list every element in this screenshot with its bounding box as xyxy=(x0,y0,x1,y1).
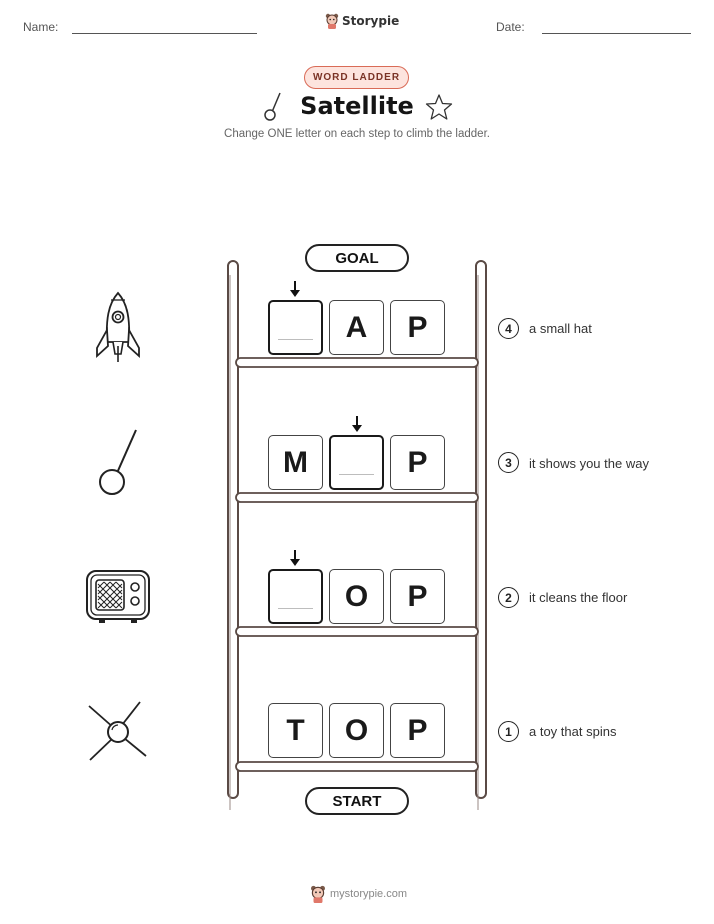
brand-name: Storypie xyxy=(342,14,400,28)
letter-tile: O xyxy=(329,569,384,624)
page-title: Satellite xyxy=(300,92,414,120)
letter-blank[interactable] xyxy=(268,569,323,624)
goal-label: GOAL xyxy=(305,244,409,272)
bear-icon xyxy=(310,885,326,903)
letter-blank[interactable] xyxy=(329,435,384,490)
lollipop-icon xyxy=(94,427,140,497)
clue-text: a toy that spins xyxy=(529,724,617,739)
name-label: Name: xyxy=(23,20,59,34)
start-label: START xyxy=(305,787,409,815)
instructions: Change ONE letter on each step to climb the ladder. xyxy=(224,128,490,140)
arrow-down-icon xyxy=(287,549,303,567)
letter-tile: T xyxy=(268,703,323,758)
letter-tile: P xyxy=(390,569,445,624)
step-number: 3 xyxy=(498,452,519,473)
step-number: 4 xyxy=(498,318,519,339)
clue-text: it shows you the way xyxy=(529,456,649,471)
radio-icon xyxy=(85,568,151,624)
footer xyxy=(310,885,407,903)
letter-tile: M xyxy=(268,435,323,490)
letter-tile: P xyxy=(390,435,445,490)
arrow-down-icon xyxy=(287,280,303,298)
step-number: 1 xyxy=(498,721,519,742)
letter-tile: P xyxy=(390,703,445,758)
satellite-icon xyxy=(86,700,150,762)
clue-text: a small hat xyxy=(529,321,592,336)
letter-tile: P xyxy=(390,300,445,355)
rocket-icon xyxy=(93,290,143,366)
footer-url[interactable]: mystorypie.com xyxy=(330,888,408,900)
letter-blank[interactable] xyxy=(268,300,323,355)
clue-text: it cleans the floor xyxy=(529,590,628,605)
arrow-down-icon xyxy=(349,415,365,433)
word-ladder-badge: WORD LADDER xyxy=(304,66,409,89)
date-label: Date: xyxy=(496,20,525,34)
step-number: 2 xyxy=(498,587,519,608)
letter-tile: A xyxy=(329,300,384,355)
letter-tile: O xyxy=(329,703,384,758)
